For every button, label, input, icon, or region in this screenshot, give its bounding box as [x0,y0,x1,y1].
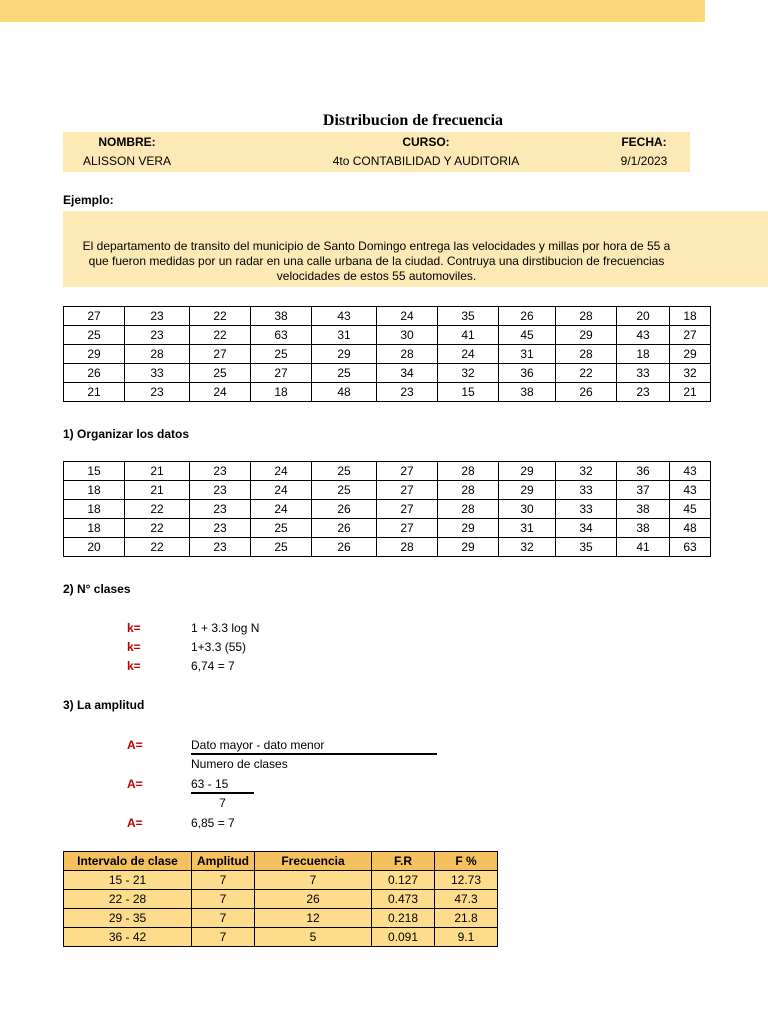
table-cell: 29 [438,538,499,557]
table-cell: 28 [438,500,499,519]
table-cell: 36 - 42 [64,928,192,947]
table-cell: 23 [190,538,251,557]
table-cell: 22 - 28 [64,890,192,909]
table-cell: 26 [499,307,556,326]
header-frecuencia: Frecuencia [255,852,372,871]
table-cell: 26 [312,500,377,519]
table-cell: 7 [192,928,255,947]
table-cell: 20 [64,538,125,557]
table-cell: 20 [617,307,670,326]
table-cell: 38 [617,519,670,538]
table-row [64,345,711,364]
frequency-table [63,851,498,947]
k3-value: 6,74 = 7 [191,659,235,673]
table-cell: 25 [251,538,312,557]
table-cell: 12.73 [435,871,498,890]
table-cell: 25 [312,364,377,383]
table-cell: 24 [438,345,499,364]
table-cell: 29 [64,345,125,364]
table-cell: 32 [670,364,711,383]
table-cell: 18 [64,500,125,519]
table-cell: 26 [556,383,617,402]
table-cell: 18 [251,383,312,402]
table-cell: 28 [438,462,499,481]
table-cell: 43 [670,462,711,481]
table-cell: 24 [251,481,312,500]
table-cell: 33 [617,364,670,383]
table-cell: 28 [377,538,438,557]
table-cell: 38 [251,307,312,326]
table-cell: 28 [125,345,190,364]
curso-value: 4to CONTABILIDAD Y AUDITORIA [332,154,520,168]
table-cell: 7 [192,871,255,890]
table-cell: 32 [438,364,499,383]
table-cell: 27 [377,462,438,481]
table-cell: 21 [125,481,190,500]
table-cell: 31 [499,345,556,364]
header-fpct: F % [435,852,498,871]
table-cell: 27 [670,326,711,345]
table-cell: 32 [499,538,556,557]
header-intervalo: Intervalo de clase [64,852,192,871]
a3-label: A= [127,816,143,830]
table-cell: 43 [670,481,711,500]
table-cell: 24 [377,307,438,326]
table-row [64,307,711,326]
table-cell: 23 [190,481,251,500]
table-cell: 15 - 21 [64,871,192,890]
a1-value: Dato mayor - dato menor [191,738,325,752]
table-cell: 23 [190,500,251,519]
table-row [64,364,711,383]
table-cell: 7 [192,909,255,928]
ejemplo-line-3: velocidades de estos 55 automoviles. [276,269,477,283]
fecha-label: FECHA: [621,135,667,149]
frequency-header-row [64,852,498,871]
table-cell: 15 [64,462,125,481]
table-row [64,890,498,909]
raw-data-table [63,306,711,402]
step2-label: 2) N° clases [63,582,131,596]
table-cell: 23 [617,383,670,402]
step1-label: 1) Organizar los datos [63,427,190,441]
table-cell: 35 [438,307,499,326]
nombre-label: NOMBRE: [98,135,156,149]
table-cell: 26 [312,538,377,557]
table-cell: 21 [670,383,711,402]
table-cell: 15 [438,383,499,402]
table-row [64,481,711,500]
sorted-data-table [63,461,711,557]
nombre-value: ALISSON VERA [82,154,172,168]
ejemplo-text [63,239,690,284]
table-cell: 41 [438,326,499,345]
table-cell: 25 [251,519,312,538]
table-cell: 31 [499,519,556,538]
table-cell: 29 [312,345,377,364]
ejemplo-line-2: que fueron medidas por un radar en una calle urbana de la ciudad. Contruya una dirstibucion de frecuencias [88,254,665,268]
table-cell: 18 [670,307,711,326]
table-row [64,383,711,402]
fraction-line-2 [191,792,254,794]
table-cell: 23 [125,307,190,326]
table-cell: 22 [190,307,251,326]
a2-denominator: 7 [219,796,226,810]
table-cell: 25 [64,326,125,345]
table-cell: 22 [125,500,190,519]
table-cell: 0.473 [372,890,435,909]
k3-label: k= [127,659,141,673]
table-cell: 47.3 [435,890,498,909]
curso-label: CURSO: [402,135,450,149]
table-cell: 33 [556,500,617,519]
table-cell: 43 [312,307,377,326]
fraction-line-1 [191,753,437,755]
table-cell: 45 [499,326,556,345]
table-cell: 34 [556,519,617,538]
table-cell: 27 [377,519,438,538]
table-cell: 26 [64,364,125,383]
table-cell: 48 [670,519,711,538]
table-cell: 29 - 35 [64,909,192,928]
table-cell: 23 [125,383,190,402]
table-cell: 21 [125,462,190,481]
table-cell: 22 [125,519,190,538]
table-cell: 35 [556,538,617,557]
table-cell: 21.8 [435,909,498,928]
table-cell: 7 [192,890,255,909]
table-cell: 18 [64,519,125,538]
table-cell: 25 [312,481,377,500]
k2-value: 1+3.3 (55) [191,640,247,654]
header-amplitud: Amplitud [192,852,255,871]
table-cell: 29 [499,462,556,481]
table-cell: 28 [556,307,617,326]
table-cell: 27 [64,307,125,326]
table-cell: 63 [670,538,711,557]
table-row [64,871,498,890]
table-cell: 36 [499,364,556,383]
a3-value: 6,85 = 7 [191,816,235,830]
k1-value: 1 + 3.3 log N [191,621,260,635]
table-cell: 7 [255,871,372,890]
table-cell: 25 [251,345,312,364]
table-cell: 22 [190,326,251,345]
table-cell: 27 [190,345,251,364]
table-row [64,928,498,947]
table-cell: 28 [377,345,438,364]
table-cell: 34 [377,364,438,383]
table-cell: 5 [255,928,372,947]
table-cell: 0.127 [372,871,435,890]
table-cell: 28 [438,481,499,500]
table-cell: 37 [617,481,670,500]
table-cell: 18 [64,481,125,500]
a2-label: A= [127,777,143,791]
table-cell: 12 [255,909,372,928]
a1-denominator: Numero de clases [191,757,288,771]
table-cell: 0.091 [372,928,435,947]
table-row [64,500,711,519]
ejemplo-line-1: El departamento de transito del municipio de Santo Domingo entrega las velocidades y millas por hora de 55 a [82,239,671,253]
step3-label: 3) La amplitud [63,698,145,712]
table-cell: 41 [617,538,670,557]
table-cell: 26 [312,519,377,538]
table-cell: 23 [377,383,438,402]
k1-label: k= [127,621,141,635]
table-cell: 9.1 [435,928,498,947]
table-cell: 25 [190,364,251,383]
table-cell: 23 [190,519,251,538]
page-title: Distribucion de frecuencia [322,112,504,129]
k2-label: k= [127,640,141,654]
table-cell: 38 [617,500,670,519]
table-row [64,909,498,928]
table-cell: 32 [556,462,617,481]
table-cell: 24 [190,383,251,402]
header-fr: F.R [372,852,435,871]
table-cell: 27 [377,481,438,500]
table-row [64,462,711,481]
title-band [0,0,705,22]
table-cell: 29 [438,519,499,538]
table-cell: 24 [251,462,312,481]
ejemplo-label: Ejemplo: [63,193,114,207]
table-cell: 23 [125,326,190,345]
table-cell: 36 [617,462,670,481]
table-cell: 18 [617,345,670,364]
table-cell: 29 [556,326,617,345]
table-cell: 33 [125,364,190,383]
table-cell: 43 [617,326,670,345]
table-cell: 27 [251,364,312,383]
table-cell: 21 [64,383,125,402]
table-row [64,519,711,538]
table-cell: 45 [670,500,711,519]
a2-value: 63 - 15 [191,777,229,791]
table-cell: 38 [499,383,556,402]
table-cell: 0.218 [372,909,435,928]
table-cell: 31 [312,326,377,345]
table-cell: 22 [125,538,190,557]
table-cell: 29 [670,345,711,364]
table-cell: 28 [556,345,617,364]
table-cell: 33 [556,481,617,500]
table-cell: 22 [556,364,617,383]
table-row [64,326,711,345]
table-cell: 23 [190,462,251,481]
table-row [64,538,711,557]
table-cell: 63 [251,326,312,345]
table-cell: 48 [312,383,377,402]
table-cell: 24 [251,500,312,519]
table-cell: 29 [499,481,556,500]
table-cell: 26 [255,890,372,909]
table-cell: 30 [499,500,556,519]
table-cell: 25 [312,462,377,481]
fecha-value: 9/1/2023 [620,154,668,168]
table-cell: 30 [377,326,438,345]
a1-label: A= [127,738,143,752]
table-cell: 27 [377,500,438,519]
